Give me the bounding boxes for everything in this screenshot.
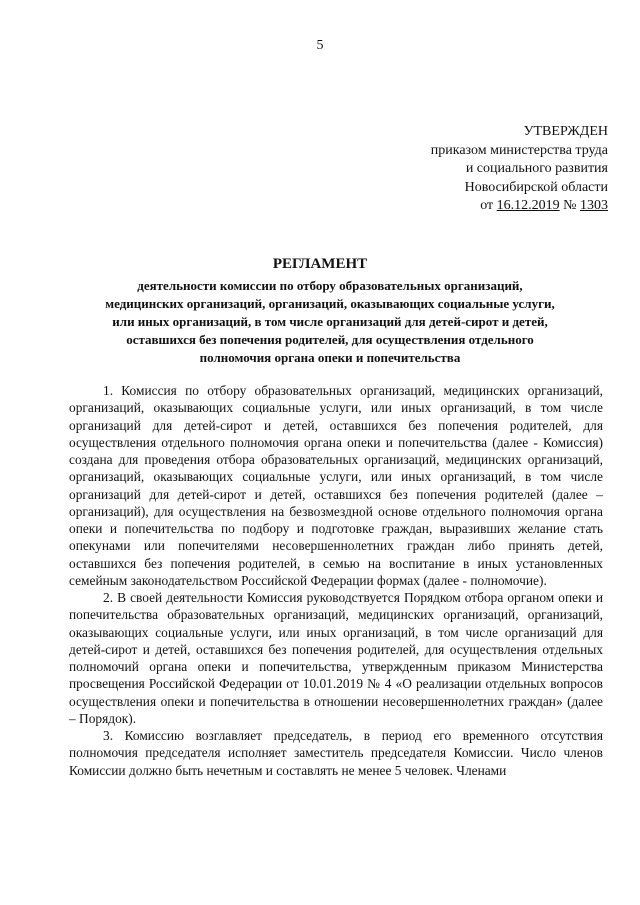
paragraph-2: 2. В своей деятельности Комиссия руководствуется Порядком отбора органом опеки и попечительства образовательных организаций, медицинских организаций, организаций, оказывающих социальные услуги, или иных организаций, в том числе организаций для детей-сирот и детей, оставшихся без попечения родителей, для осуществления отдельных полномочий органа опеки и попечительства, утвержденным приказом Министерства просвещения Российской Федерации от 10.01.2019 № 4 «О реализации отдельных вопросов осуществления опеки и попечительства в отношении несовершеннолетних граждан» (далее – Порядок).	[69, 590, 603, 726]
approval-line-region: Новосибирской области	[464, 179, 608, 195]
document-subtitle	[60, 277, 600, 367]
approval-heading: УТВЕРЖДЕН	[523, 124, 608, 139]
page-number: 5	[316, 38, 324, 53]
approval-number: 1303	[580, 198, 608, 213]
document-title: РЕГЛАМЕНТ	[272, 256, 368, 272]
approval-number-prefix: №	[559, 198, 580, 213]
approval-stamp	[431, 123, 608, 216]
subtitle-line: или иных организаций, в том числе организаций для детей-сирот и детей,	[112, 314, 548, 329]
subtitle-line: полномочия органа опеки и попечительства	[199, 350, 461, 365]
subtitle-line: деятельности комиссии по отбору образовательных организаций,	[137, 278, 523, 293]
approval-line-ministry: и социального развития	[465, 161, 608, 176]
subtitle-line: оставшихся без попечения родителей, для осуществления отдельного	[126, 332, 534, 347]
document-body	[69, 382, 603, 779]
paragraph-1: 1. Комиссия по отбору образовательных организаций, медицинских организаций, организаций, оказывающих социальные услуги, или иных организаций, в том числе организаций для детей-сирот и детей, оставшихся без попечения родителей, для осуществления отдельного полномочия органа опеки и попечительства (далее - Комиссия) создана для проведения отбора образовательных организаций, медицинских организаций, организаций, оказывающих социальные услуги, или иных организаций, в том числе организаций для детей-сирот и детей, оставшихся без попечения родителей (далее – организаций), для осуществления на безвозмездной основе отдельного полномочия органа опеки и попечительства по подбору и подготовке граждан, выразивших желание стать опекунами или попечителями несовершеннолетних граждан либо принять детей, оставшихся без попечения родителей, в семью на воспитание в иных установленных семейным законодательством Российской Федерации формах (далее - полномочие).	[69, 383, 603, 588]
subtitle-line: медицинских организаций, организаций, оказывающих социальные услуги,	[105, 296, 555, 311]
approval-date-prefix: от	[480, 198, 497, 213]
approval-date-line	[431, 197, 608, 216]
approval-date: 16.12.2019	[496, 198, 560, 213]
approval-line-order: приказом министерства труда	[430, 142, 608, 158]
paragraph-3: 3. Комиссию возглавляет председатель, в период его временного отсутствия полномочия председателя исполняет заместитель председателя Комиссии. Число членов Комиссии должно быть нечетным и составлять не менее 5 человек. Членами	[69, 728, 603, 778]
